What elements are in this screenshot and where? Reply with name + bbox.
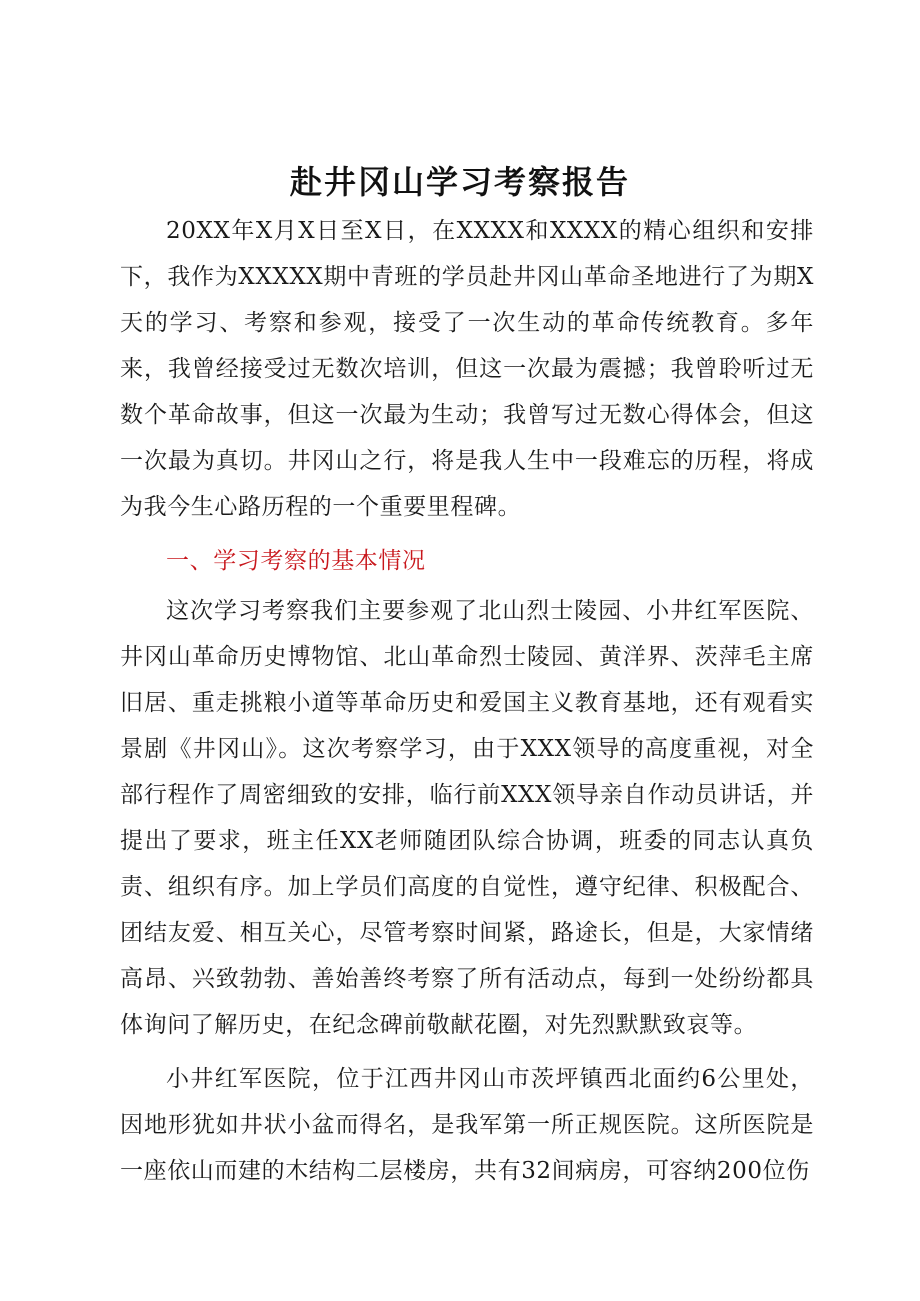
document-body <box>120 208 814 1194</box>
document-title: 赴井冈山学习考察报告 <box>289 163 630 201</box>
section1-paragraph-2: 小井红军医院，位于江西井冈山市茨坪镇西北面约6公里处，因地形犹如井状小盆而得名，是我军第一所正规医院。这所医院是一座依山而建的木结构二层楼房，共有32间病房，可容纳200位伤 <box>120 1066 814 1184</box>
intro-paragraph: 20XX年X月X日至X日，在XXXX和XXXX的精心组织和安排下，我作为XXXXX期中青班的学员赴井冈山革命圣地进行了为期X天的学习、考察和参观，接受了一次生动的革命传统教育。多年来，我曾经接受过无数次培训，但这一次最为震撼；我曾聆听过无数个革命故事，但这一次最为生动；我曾写过无数心得体会，但这一次最为真切。井冈山之行，将是我人生中一段难忘的历程，将成为我今生心路历程的一个重要里程碑。 <box>120 218 814 520</box>
section-heading-basic-situation: 一、学习考察的基本情况 <box>166 548 426 574</box>
section1-paragraph-1: 这次学习考察我们主要参观了北山烈士陵园、小井红军医院、井冈山革命历史博物馆、北山革命烈士陵园、黄洋界、茨萍毛主席旧居、重走挑粮小道等革命历史和爱国主义教育基地，还有观看实景剧《井冈山》。这次考察学习，由于XXX领导的高度重视，对全部行程作了周密细致的安排，临行前XXX领导亲自作动员讲话，并提出了要求，班主任XX老师随团队综合协调，班委的同志认真负责、组织有序。加上学员们高度的自觉性，遵守纪律、积极配合、团结友爱、相互关心，尽管考察时间紧，路途长，但是，大家情绪高昂、兴致勃勃、善始善终考察了所有活动点，每到一处纷纷都具体询问了解历史，在纪念碑前敬献花圈，对先烈默默致哀等。 <box>120 598 814 1038</box>
